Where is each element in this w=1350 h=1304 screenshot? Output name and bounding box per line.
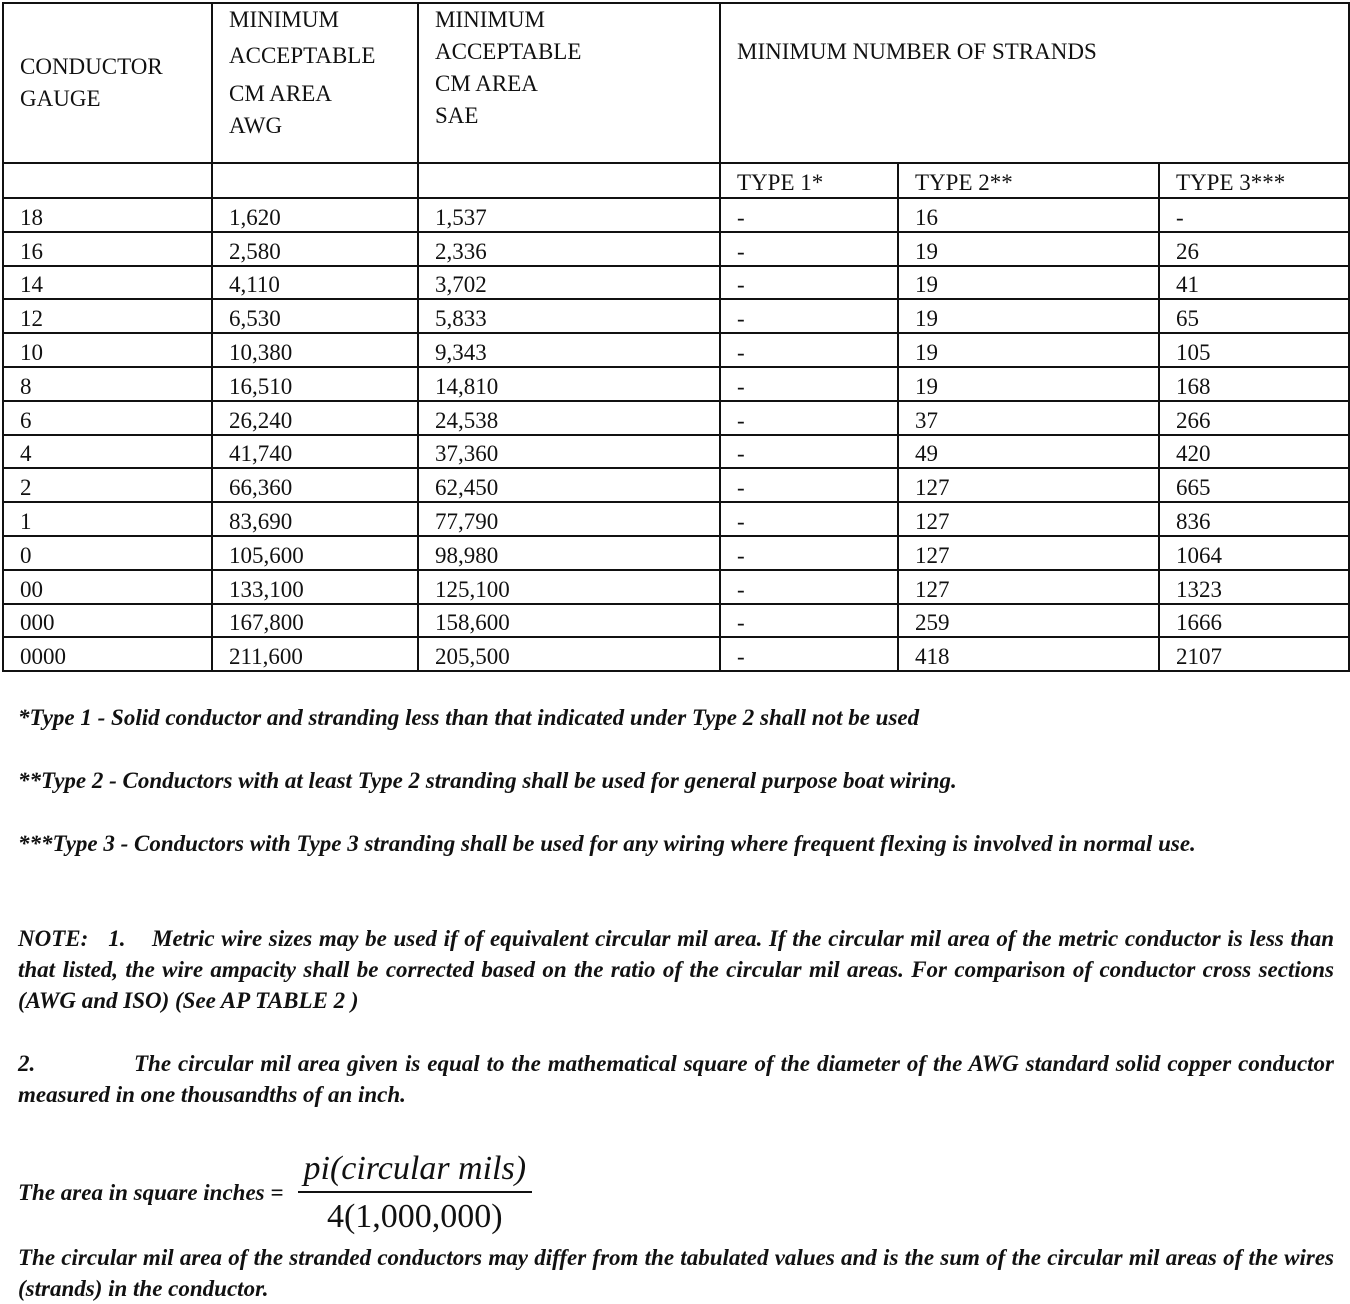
header-awg-line: MINIMUM	[229, 7, 339, 32]
conductor-strands-table	[2, 2, 1350, 672]
cell-type3: 665	[1159, 468, 1349, 502]
cell-type1: -	[720, 333, 898, 367]
cell-sae: 2,336	[418, 232, 720, 266]
cell-gauge: 16	[3, 232, 212, 266]
table-row	[3, 502, 1349, 536]
cell-type2: 19	[898, 333, 1159, 367]
cell-sae: 98,980	[418, 536, 720, 570]
table-row	[3, 198, 1349, 232]
cell-type3: 266	[1159, 401, 1349, 435]
cell-type2: 49	[898, 435, 1159, 469]
table-row	[3, 333, 1349, 367]
footnote-type2: **Type 2 - Conductors with at least Type 2 stranding shall be used for general purpose boat wiring.	[18, 768, 957, 793]
cell-type3: 105	[1159, 333, 1349, 367]
cell-awg: 41,740	[212, 435, 418, 469]
header-min-number-of-strands: MINIMUM NUMBER OF STRANDS	[720, 3, 1349, 163]
cell-awg: 1,620	[212, 198, 418, 232]
formula-fraction	[298, 1149, 533, 1237]
header-sae-line: ACCEPTABLE	[435, 39, 582, 64]
formula-denominator: 4(1,000,000)	[326, 1198, 503, 1235]
cell-sae: 62,450	[418, 468, 720, 502]
cell-type2: 16	[898, 198, 1159, 232]
subheader-empty-cell	[212, 163, 418, 198]
cell-type1: -	[720, 198, 898, 232]
note-1-lead: NOTE: 1.	[18, 926, 153, 951]
note-1-text: Metric wire sizes may be used if of equivalent circular mil area. If the circular mil area of the metric conductor is less than that listed, the wire ampacity shall be corrected based on the ratio of the circular mil areas. For comparison of conductor cross sections (AWG and ISO) (See AP TABLE 2 )	[18, 926, 1334, 1013]
cell-type1: -	[720, 570, 898, 604]
note-1	[18, 923, 1334, 1016]
cell-type1: -	[720, 232, 898, 266]
cell-gauge: 12	[3, 299, 212, 333]
table-row	[3, 468, 1349, 502]
cell-gauge: 0	[3, 536, 212, 570]
cell-type2: 418	[898, 637, 1159, 671]
cell-awg: 66,360	[212, 468, 418, 502]
subheader-empty-cell	[3, 163, 212, 198]
cell-awg: 133,100	[212, 570, 418, 604]
cell-sae: 77,790	[418, 502, 720, 536]
cell-sae: 125,100	[418, 570, 720, 604]
cell-awg: 16,510	[212, 367, 418, 401]
cell-awg: 6,530	[212, 299, 418, 333]
cell-sae: 3,702	[418, 266, 720, 300]
note-2-number: 2.	[18, 1051, 36, 1076]
cell-gauge: 4	[3, 435, 212, 469]
cell-type2: 19	[898, 367, 1159, 401]
cell-gauge: 0000	[3, 637, 212, 671]
header-conductor-gauge	[3, 3, 212, 163]
table-row	[3, 570, 1349, 604]
cell-gauge: 8	[3, 367, 212, 401]
cell-awg: 26,240	[212, 401, 418, 435]
cell-type1: -	[720, 502, 898, 536]
cell-sae: 158,600	[418, 604, 720, 638]
header-sae-line: MINIMUM	[435, 7, 545, 32]
cell-type1: -	[720, 536, 898, 570]
cell-type2: 19	[898, 232, 1159, 266]
table-row	[3, 604, 1349, 638]
cell-awg: 167,800	[212, 604, 418, 638]
subheader-type2: TYPE 2**	[898, 163, 1159, 198]
cell-type3: 836	[1159, 502, 1349, 536]
cell-sae: 14,810	[418, 367, 720, 401]
cell-sae: 1,537	[418, 198, 720, 232]
area-formula	[18, 1148, 532, 1238]
table-header-row	[3, 3, 1349, 163]
cell-sae: 9,343	[418, 333, 720, 367]
cell-type1: -	[720, 604, 898, 638]
cell-awg: 10,380	[212, 333, 418, 367]
header-awg-line: CM AREA	[229, 81, 332, 106]
table-row	[3, 367, 1349, 401]
cell-type1: -	[720, 367, 898, 401]
fraction-bar	[298, 1191, 533, 1193]
cell-gauge: 00	[3, 570, 212, 604]
cell-awg: 211,600	[212, 637, 418, 671]
header-min-cm-area-sae	[418, 3, 720, 163]
note-stranded-conductors: The circular mil area of the stranded conductors may differ from the tabulated values and is the sum of the circular mil areas of the wires (strands) in the conductor.	[18, 1245, 1334, 1301]
formula-numerator: pi(circular mils)	[303, 1150, 527, 1187]
cell-type3: 1064	[1159, 536, 1349, 570]
cell-awg: 4,110	[212, 266, 418, 300]
cell-type2: 37	[898, 401, 1159, 435]
cell-gauge: 14	[3, 266, 212, 300]
table-row	[3, 637, 1349, 671]
cell-type3: 41	[1159, 266, 1349, 300]
cell-type1: -	[720, 401, 898, 435]
header-awg-line: ACCEPTABLE	[229, 43, 376, 68]
cell-type1: -	[720, 299, 898, 333]
cell-awg: 83,690	[212, 502, 418, 536]
cell-type3: 1666	[1159, 604, 1349, 638]
cell-gauge: 18	[3, 198, 212, 232]
cell-type2: 127	[898, 468, 1159, 502]
table-row	[3, 401, 1349, 435]
cell-gauge: 6	[3, 401, 212, 435]
cell-sae: 37,360	[418, 435, 720, 469]
cell-sae: 5,833	[418, 299, 720, 333]
cell-type1: -	[720, 637, 898, 671]
formula-label: The area in square inches =	[18, 1180, 284, 1205]
cell-type2: 19	[898, 266, 1159, 300]
footnote-type1: *Type 1 - Solid conductor and stranding less than that indicated under Type 2 shall not be used	[18, 705, 920, 730]
header-min-cm-area-awg	[212, 3, 418, 163]
cell-sae: 205,500	[418, 637, 720, 671]
cell-type3: 420	[1159, 435, 1349, 469]
header-gauge-line: GAUGE	[20, 86, 101, 111]
cell-type2: 259	[898, 604, 1159, 638]
cell-gauge: 1	[3, 502, 212, 536]
subheader-empty-cell	[418, 163, 720, 198]
cell-type2: 127	[898, 536, 1159, 570]
cell-type1: -	[720, 468, 898, 502]
cell-type2: 19	[898, 299, 1159, 333]
cell-gauge: 2	[3, 468, 212, 502]
subheader-type1: TYPE 1*	[720, 163, 898, 198]
cell-sae: 24,538	[418, 401, 720, 435]
note-2-text: The circular mil area given is equal to the mathematical square of the diameter of the AWG standard solid copper conductor measured in one thousandths of an inch.	[18, 1051, 1334, 1107]
cell-type1: -	[720, 435, 898, 469]
cell-gauge: 000	[3, 604, 212, 638]
cell-type1: -	[720, 266, 898, 300]
table-row	[3, 435, 1349, 469]
table-row	[3, 536, 1349, 570]
cell-type2: 127	[898, 502, 1159, 536]
header-awg-line: AWG	[229, 113, 283, 138]
cell-type3: 168	[1159, 367, 1349, 401]
header-sae-line: CM AREA	[435, 71, 538, 96]
cell-awg: 2,580	[212, 232, 418, 266]
footnote-type3: ***Type 3 - Conductors with Type 3 stranding shall be used for any wiring where frequent flexing is involved in normal use.	[18, 831, 1196, 856]
cell-type3: 2107	[1159, 637, 1349, 671]
cell-gauge: 10	[3, 333, 212, 367]
table-subheader-row	[3, 163, 1349, 198]
table-row	[3, 232, 1349, 266]
cell-type3: 1323	[1159, 570, 1349, 604]
cell-type3: -	[1159, 198, 1349, 232]
cell-awg: 105,600	[212, 536, 418, 570]
cell-type3: 65	[1159, 299, 1349, 333]
note-2	[18, 1048, 1334, 1110]
header-gauge-line: CONDUCTOR	[20, 54, 163, 79]
table-row	[3, 299, 1349, 333]
cell-type2: 127	[898, 570, 1159, 604]
header-sae-line: SAE	[435, 103, 479, 128]
subheader-type3: TYPE 3***	[1159, 163, 1349, 198]
cell-type3: 26	[1159, 232, 1349, 266]
table-row	[3, 266, 1349, 300]
